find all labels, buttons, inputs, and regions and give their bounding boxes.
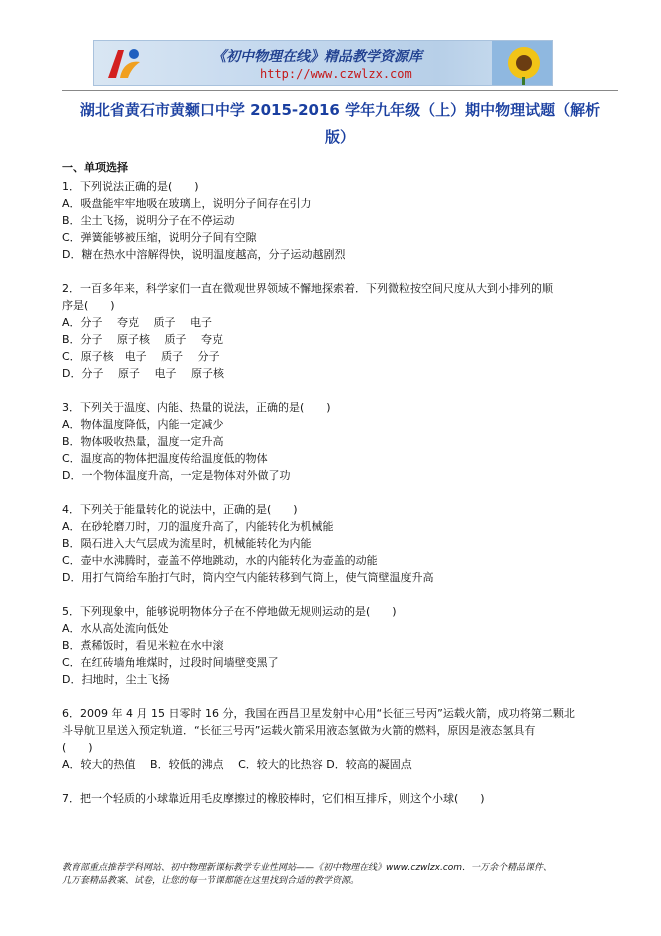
page-footer	[62, 862, 618, 888]
option-line: D．糖在热水中溶解得快，说明温度越高，分子运动越剧烈	[62, 248, 346, 261]
option-line: C．原子核 电子 质子 分子	[62, 350, 220, 363]
header-rule	[62, 90, 618, 91]
question-5	[62, 603, 622, 688]
option-line: A．较大的热值 B．较低的沸点 C．较大的比热容 D．较高的凝固点	[62, 758, 412, 771]
document-title-line: 湖北省黄石市黄颡口中学 2015-2016 学年九年级（上）期中物理试题（解析	[79, 101, 601, 119]
question-line: 5．下列现象中，能够说明物体分子在不停地做无规则运动的是( )	[62, 605, 397, 618]
question-3	[62, 399, 622, 484]
option-line: C．壶中水沸腾时，壶盖不停地跳动，水的内能转化为壶盖的动能	[62, 554, 378, 567]
site-logo	[104, 44, 144, 84]
option-line: D．一个物体温度升高，一定是物体对外做了功	[62, 469, 291, 482]
banner-url[interactable]: http://www.czwlzx.com	[260, 67, 412, 81]
option-line: A．分子 夸克 质子 电子	[62, 316, 213, 329]
question-line: 6．2009 年 4 月 15 日零时 16 分，我国在西昌卫星发射中心用“长征三号丙”运载火箭，成功将第二颗北	[62, 707, 575, 720]
option-line: A．水从高处流向低处	[62, 622, 169, 635]
question-list	[62, 160, 622, 807]
footer-line: 几万套精品教案、试卷，让您的每一节课都能在这里找到合适的教学资源。	[62, 876, 360, 886]
sunflower-image	[492, 41, 552, 86]
option-line: A．在砂轮磨刀时，刀的温度升高了，内能转化为机械能	[62, 520, 334, 533]
option-line: D．用打气筒给车胎打气时，筒内空气内能转移到气筒上，使气筒壁温度升高	[62, 571, 434, 584]
option-line: B．分子 原子核 质子 夸克	[62, 333, 224, 346]
question-line: 斗导航卫星送入预定轨道．“长征三号丙”运载火箭采用液态氢做为火箭的燃料，原因是液态氢具有	[62, 724, 536, 737]
document-title	[62, 97, 618, 151]
option-line: D．分子 原子 电子 原子核	[62, 367, 224, 380]
question-line: 2．一百多年来，科学家们一直在微观世界领域不懈地探索着．下列微粒按空间尺度从大到小排列的顺	[62, 282, 553, 295]
question-line: 4．下列关于能量转化的说法中，正确的是( )	[62, 503, 298, 516]
option-line: A．吸盘能牢牢地吸在玻璃上，说明分子间存在引力	[62, 197, 312, 210]
footer-line: 教育部重点推荐学科网站、初中物理新课标教学专业性网站——《初中物理在线》www.czwlzx.com．一万余个精品课件、	[62, 863, 553, 873]
option-line: C．弹簧能够被压缩，说明分子间有空隙	[62, 231, 257, 244]
option-line: C．温度高的物体把温度传给温度低的物体	[62, 452, 268, 465]
question-2	[62, 280, 622, 382]
question-6	[62, 705, 622, 773]
banner-title: 《初中物理在线》精品教学资源库	[212, 49, 422, 65]
header-banner	[93, 40, 553, 86]
option-line: B．陨石进入大气层成为流星时，机械能转化为内能	[62, 537, 312, 550]
document-title-line: 版）	[324, 128, 355, 146]
question-line: 7．把一个轻质的小球靠近用毛皮摩擦过的橡胶棒时，它们相互排斥，则这个小球( )	[62, 792, 485, 805]
question-line: 3．下列关于温度、内能、热量的说法，正确的是( )	[62, 401, 331, 414]
option-line: B．煮稀饭时，看见米粒在水中滚	[62, 639, 224, 652]
question-7	[62, 790, 622, 807]
question-line: ( )	[62, 741, 93, 754]
option-line: B．尘土飞扬，说明分子在不停运动	[62, 214, 235, 227]
option-line: B．物体吸收热量，温度一定升高	[62, 435, 224, 448]
option-line: A．物体温度降低，内能一定减少	[62, 418, 224, 431]
option-line: D．扫地时，尘土飞扬	[62, 673, 170, 686]
section-heading: 一、单项选择	[62, 161, 128, 174]
question-4	[62, 501, 622, 586]
question-line: 序是( )	[62, 299, 115, 312]
question-line: 1．下列说法正确的是( )	[62, 180, 199, 193]
option-line: C．在红砖墙角堆煤时，过段时间墙壁变黑了	[62, 656, 279, 669]
question-1	[62, 178, 622, 263]
